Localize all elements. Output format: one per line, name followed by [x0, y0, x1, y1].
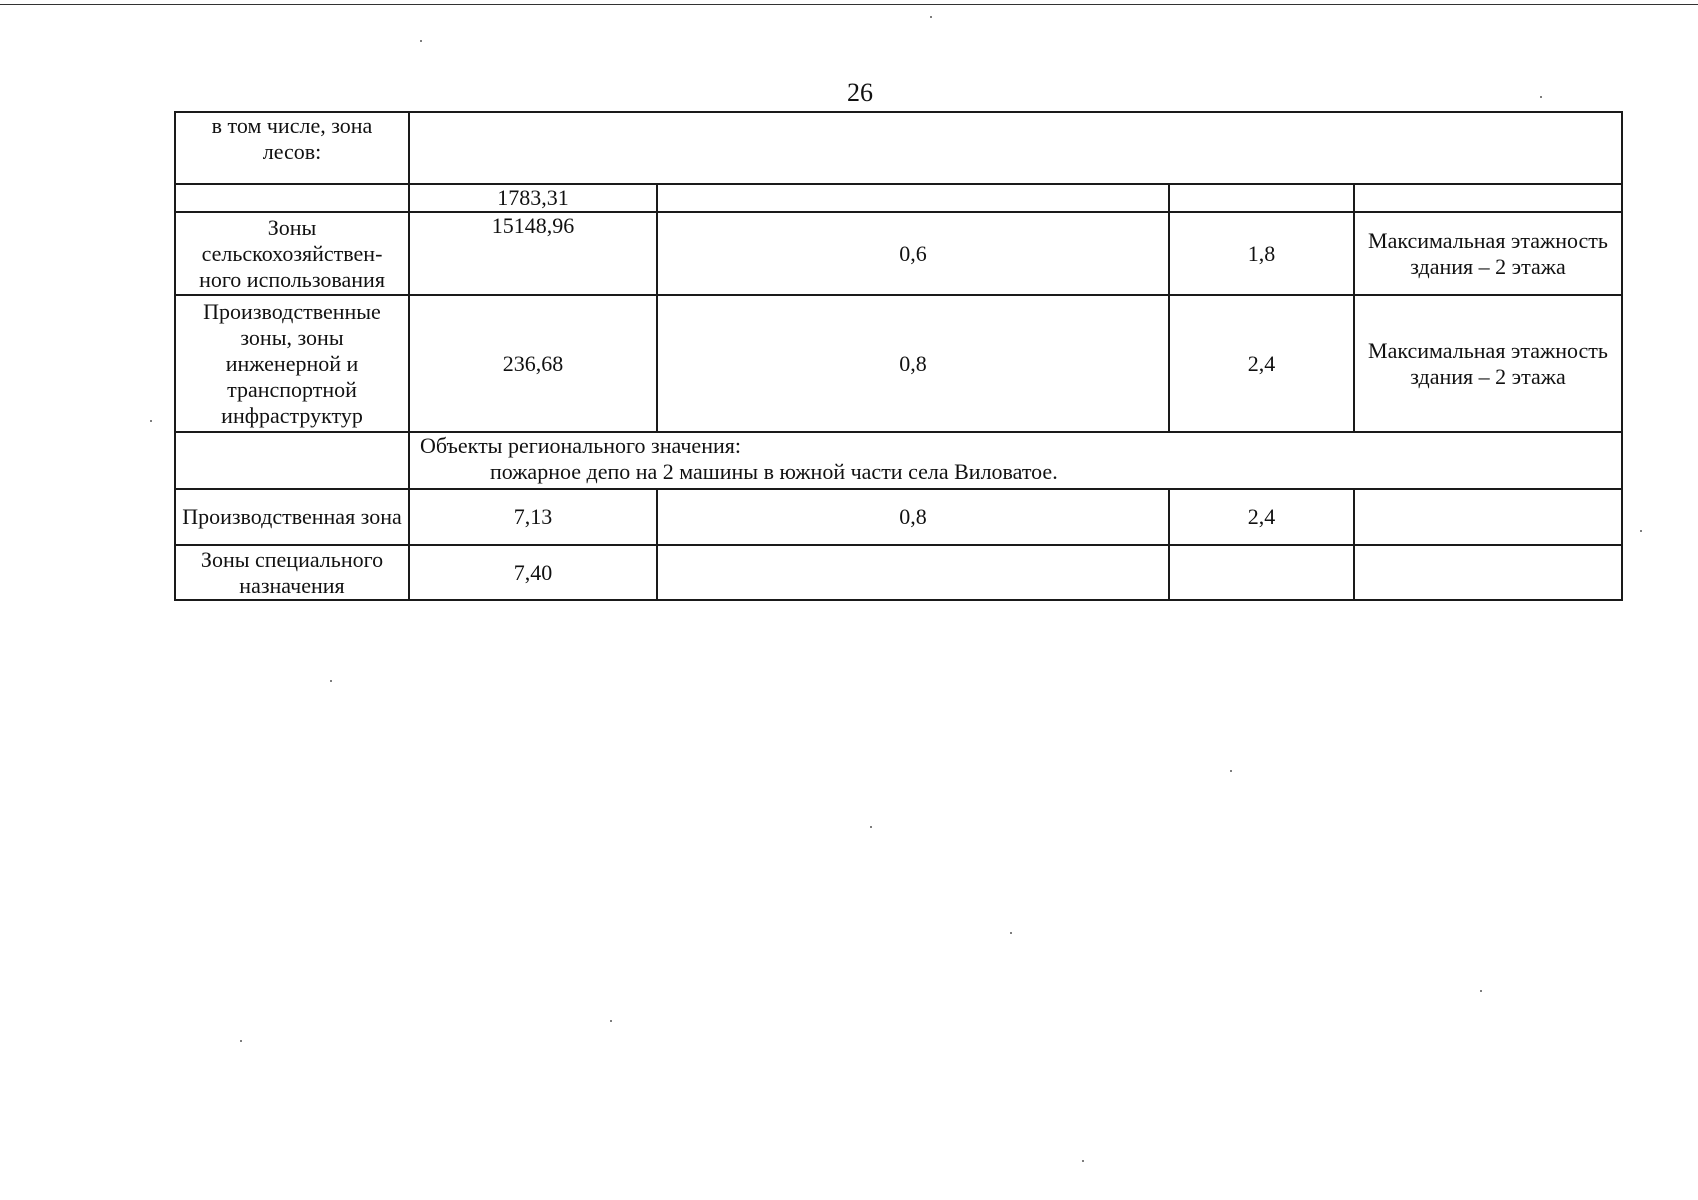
scan-speck [1230, 770, 1232, 772]
empty-cell [657, 184, 1169, 212]
zone-name-cell: в том числе, зона лесов: [175, 112, 409, 184]
area-cell: 15148,96 [409, 212, 657, 295]
page-number: 26 [847, 78, 873, 107]
coefficient-cell: 2,4 [1169, 489, 1354, 545]
table-row-forest-area [175, 184, 1622, 212]
coefficient-cell: 0,6 [657, 212, 1169, 295]
coefficient-cell: 0,8 [657, 295, 1169, 432]
zone-name-cell: Производственная зона [175, 489, 409, 545]
regional-object-item: пожарное депо на 2 машины в южной части села Виловатое. [490, 459, 1058, 484]
table-row-production-infrastructure-zone [175, 295, 1622, 432]
top-border-line [0, 4, 1698, 5]
scan-speck [420, 40, 422, 42]
area-cell: 7,40 [409, 545, 657, 600]
area-cell: 236,68 [409, 295, 657, 432]
table-row-agricultural-zone [175, 212, 1622, 295]
scan-speck [240, 1040, 242, 1042]
scan-speck [930, 16, 932, 18]
scan-speck [1010, 932, 1012, 934]
empty-cell [1169, 184, 1354, 212]
empty-cell [1169, 545, 1354, 600]
scan-speck [1540, 96, 1542, 98]
empty-cell [1354, 489, 1622, 545]
zone-name-cell: Зоны сельскохозяйствен-ного использования [175, 212, 409, 295]
empty-cell [1354, 545, 1622, 600]
note-cell: Максимальная этажность здания – 2 этажа [1354, 212, 1622, 295]
scan-speck [1082, 1160, 1084, 1162]
note-cell: Максимальная этажность здания – 2 этажа [1354, 295, 1622, 432]
table-row-forest-zone [175, 112, 1622, 184]
area-cell: 1783,31 [409, 184, 657, 212]
zone-name-cell: Зоны специального назначения [175, 545, 409, 600]
coefficient-cell: 2,4 [1169, 295, 1354, 432]
coefficient-cell: 0,8 [657, 489, 1169, 545]
scan-speck [870, 826, 872, 828]
scan-speck [1640, 530, 1642, 532]
zone-name-cell: Производственные зоны, зоны инженерной и транспортной инфраструктур [175, 295, 409, 432]
coefficient-cell: 1,8 [1169, 212, 1354, 295]
empty-cell [1354, 184, 1622, 212]
empty-cell [657, 545, 1169, 600]
empty-cell [409, 112, 1622, 184]
scan-speck [610, 1020, 612, 1022]
regional-objects-title: Объекты регионального значения: [420, 433, 741, 458]
zoning-table [174, 111, 1623, 601]
table-row-regional-objects [175, 432, 1622, 489]
scan-speck [150, 420, 152, 422]
empty-cell [175, 432, 409, 489]
scan-speck [330, 680, 332, 682]
regional-objects-cell [409, 432, 1622, 489]
table-row-production-zone [175, 489, 1622, 545]
area-cell: 7,13 [409, 489, 657, 545]
scan-speck [1480, 990, 1482, 992]
table-row-special-purpose-zone [175, 545, 1622, 600]
empty-cell [175, 184, 409, 212]
